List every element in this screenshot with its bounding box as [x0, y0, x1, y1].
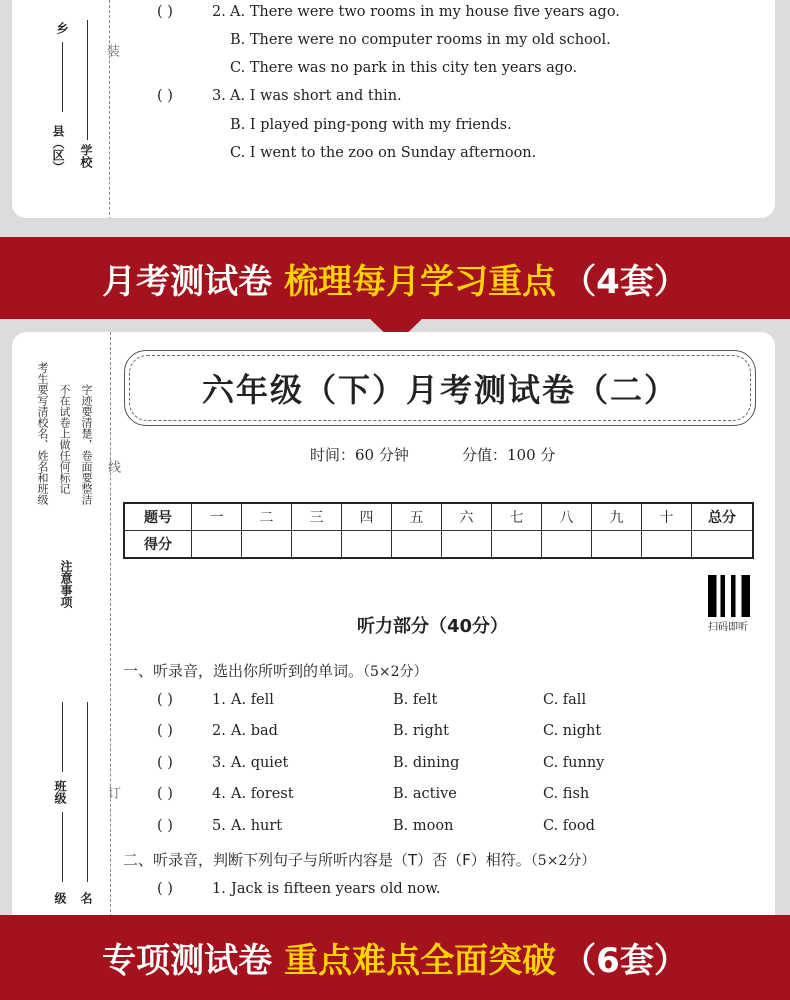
answer-paren: ( ): [157, 723, 173, 739]
score-blank: [292, 531, 342, 559]
banner-count: （6套）: [562, 941, 688, 981]
table-cell: 三: [292, 503, 342, 531]
side-label-ding: 订: [105, 786, 120, 799]
answer-paren: ( ): [157, 88, 173, 104]
option-c: C. There was no park in this city ten years ago.: [230, 60, 578, 76]
score-blank: [392, 531, 442, 559]
table-cell: 六: [442, 503, 492, 531]
answer-paren: ( ): [157, 755, 173, 771]
item-number: 5.: [212, 818, 226, 834]
side-line: [62, 42, 63, 112]
option-b: B. There were no computer rooms in my old school.: [230, 32, 611, 48]
option-a: A. hurt: [231, 818, 283, 834]
side-label-xian: 线: [105, 460, 120, 473]
score-blank: [642, 531, 692, 559]
table-cell: 题号: [124, 503, 192, 531]
item-number: 3.: [212, 755, 226, 771]
table-cell: 八: [542, 503, 592, 531]
side-note: 考生要写清校名、姓名和班级: [36, 362, 49, 505]
table-cell: 得分: [124, 531, 192, 559]
side-note: 字迹要清楚，卷面要整洁: [80, 384, 93, 505]
score-table: [123, 502, 754, 559]
main-exam-sheet: [12, 332, 775, 932]
table-cell: 九: [592, 503, 642, 531]
page-title: 六年级（下）月考测试卷（二）: [129, 355, 751, 421]
side-label-xian-qu: 县（区）: [51, 125, 65, 173]
table-row: [124, 503, 753, 531]
banner-highlight-text: 梳理每月学习重点: [284, 261, 557, 302]
banner-highlight-text: 重点难点全面突破: [284, 941, 557, 981]
part2-title: [123, 849, 595, 870]
monthly-test-banner: [0, 237, 790, 319]
score-blank: [492, 531, 542, 559]
part1-title-text: 一、听录音，选出你所听到的单词。: [123, 662, 364, 680]
special-test-banner: [0, 915, 790, 1000]
binding-dashed-line: [109, 0, 110, 218]
question-number: 2.: [212, 4, 226, 20]
top-exam-sheet: [12, 0, 775, 218]
item-number: 1.: [212, 881, 226, 897]
option-b: B. dining: [393, 755, 460, 771]
side-label-banji: 班级: [53, 780, 67, 804]
option-a: A. forest: [231, 786, 294, 802]
qr-code-icon[interactable]: [708, 575, 750, 617]
table-cell: 二: [242, 503, 292, 531]
score-blank: [342, 531, 392, 559]
answer-paren: ( ): [157, 818, 173, 834]
table-row: [124, 531, 753, 559]
option-b: B. moon: [393, 818, 454, 834]
banner-count: （4套）: [562, 261, 688, 302]
statement-text: Jack is fifteen years old now.: [231, 881, 441, 897]
score-blank: [442, 531, 492, 559]
banner-main-text: 专项测试卷: [102, 941, 273, 981]
answer-paren: ( ): [157, 786, 173, 802]
score-blank: [592, 531, 642, 559]
section-heading: 听力部分（40分）: [357, 616, 509, 637]
table-cell: 五: [392, 503, 442, 531]
title-frame: [124, 350, 756, 426]
score-blank: [242, 531, 292, 559]
banner-arrow: [372, 996, 418, 1000]
score-blank: [542, 531, 592, 559]
side-label-ming: 名: [79, 892, 93, 904]
part1-points: （5×2分）: [363, 664, 428, 680]
table-cell: 七: [492, 503, 542, 531]
side-note: 不在试卷上做任何标记: [58, 384, 71, 494]
table-cell: 十: [642, 503, 692, 531]
option-a: A. quiet: [231, 755, 289, 771]
side-line: [87, 20, 88, 140]
answer-paren: ( ): [157, 692, 173, 708]
answer-paren: ( ): [157, 4, 173, 20]
option-a: A. I was short and thin.: [230, 88, 402, 104]
item-number: 2.: [212, 723, 226, 739]
exam-time: 时间：60 分钟: [310, 446, 409, 464]
option-b: B. active: [393, 786, 457, 802]
option-b: B. I played ping-pong with my friends.: [230, 117, 512, 133]
item-number: 4.: [212, 786, 226, 802]
banner-main-text: 月考测试卷: [102, 261, 273, 302]
option-c: C. fish: [543, 786, 590, 802]
option-c: C. funny: [543, 755, 605, 771]
option-c: C. night: [543, 723, 602, 739]
question-number: 3.: [212, 88, 226, 104]
option-c: C. food: [543, 818, 595, 834]
table-cell: 总分: [692, 503, 754, 531]
qr-label: 扫码即听: [708, 622, 748, 633]
answer-paren: ( ): [157, 881, 173, 897]
side-line: [62, 702, 63, 772]
option-a: A. fell: [231, 692, 274, 708]
part2-points: （5×2分）: [530, 853, 596, 869]
side-label-xuexiao: 学校: [79, 144, 93, 168]
part2-title-text: 二、听录音，判断下列句子与所听内容是（T）否（F）相符。: [123, 851, 531, 869]
table-cell: 一: [192, 503, 242, 531]
binding-dashed-line: [110, 332, 111, 932]
score-blank: [692, 531, 754, 559]
side-label-ji: 级: [53, 892, 67, 904]
side-label-xiang: 乡: [55, 22, 69, 34]
option-c: C. I went to the zoo on Sunday afternoon.: [230, 145, 537, 161]
side-line: [62, 812, 63, 882]
option-b: B. right: [393, 723, 449, 739]
option-a: A. There were two rooms in my house five years ago.: [230, 4, 620, 20]
option-a: A. bad: [231, 723, 278, 739]
notes-title: 注意事项: [59, 560, 73, 608]
side-label-zhuang: 装: [104, 44, 119, 57]
score-blank: [192, 531, 242, 559]
part1-title: [123, 660, 428, 681]
exam-score: 分值：100 分: [462, 446, 556, 464]
side-line: [87, 702, 88, 882]
option-b: B. felt: [393, 692, 438, 708]
option-c: C. fall: [543, 692, 587, 708]
table-cell: 四: [342, 503, 392, 531]
item-number: 1.: [212, 692, 226, 708]
